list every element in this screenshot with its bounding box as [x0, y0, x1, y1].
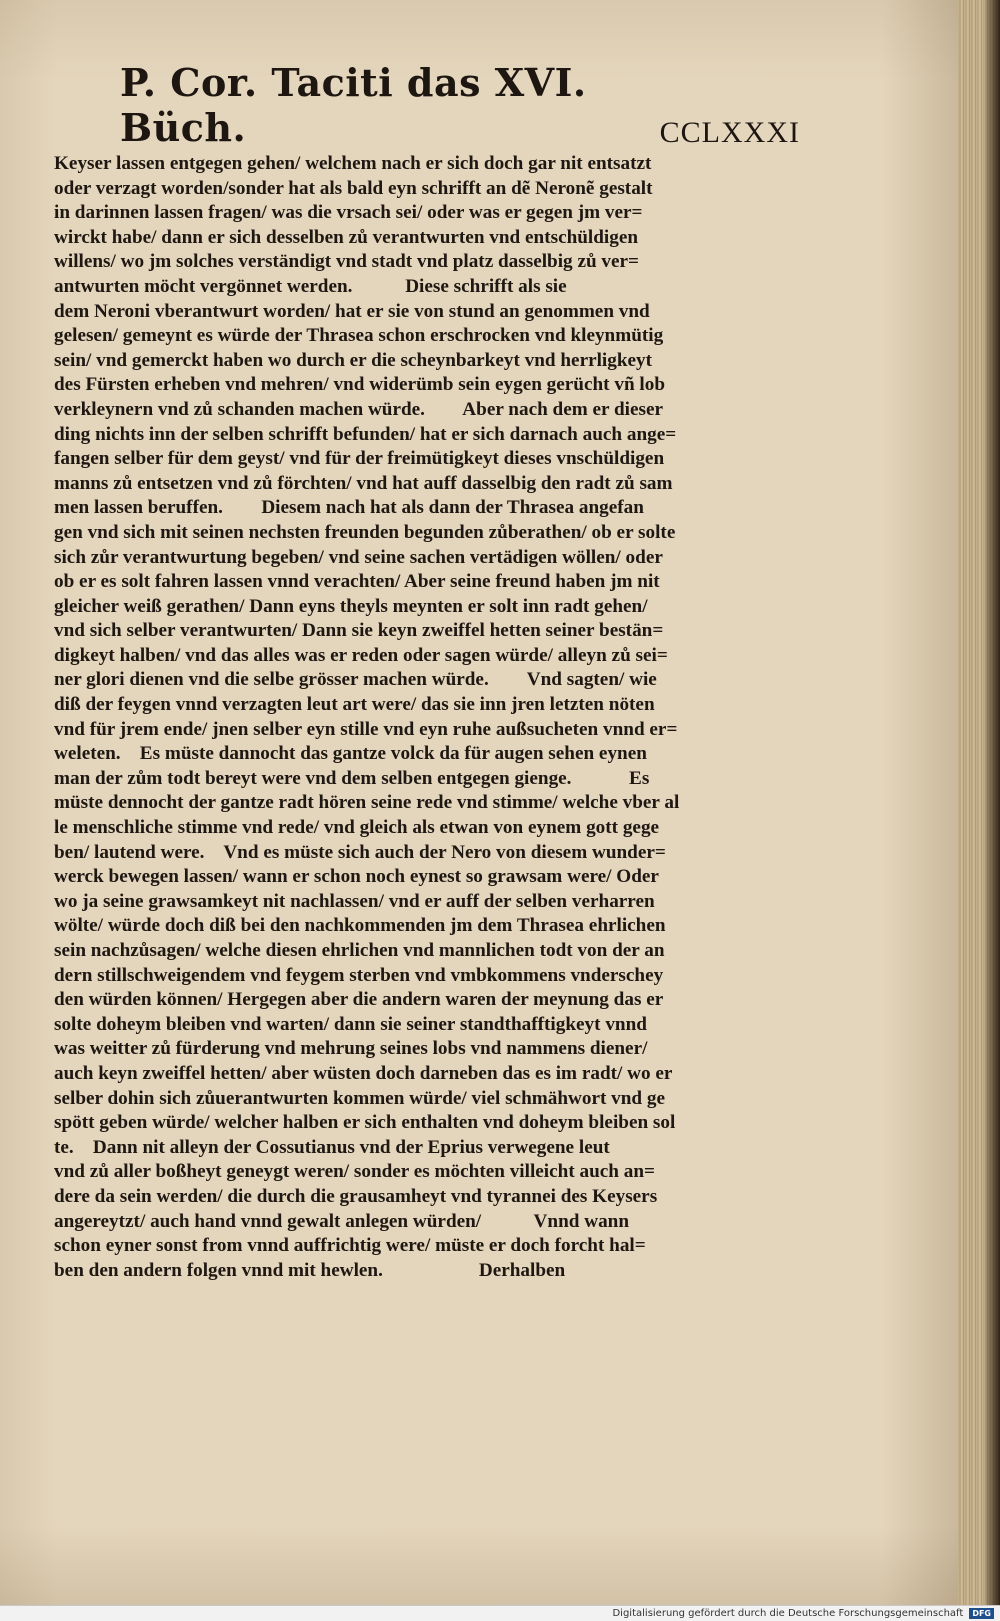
- text-line: auch keyn zweiffel hetten/ aber wüsten doch darneben das es im radt/ wo er: [54, 1062, 673, 1084]
- text-line: vnd sich selber verantwurten/ Dann sie keyn zweiffel hetten seiner bestän=: [54, 620, 664, 642]
- text-line: ob er es solt fahren lassen vnnd verachten/ Aber seine freund haben jm nit: [54, 571, 660, 593]
- text-line: ben den andern folgen vnnd mit hewlen. Derhalben: [54, 1259, 566, 1281]
- text-line: men lassen beruffen. Diesem nach hat als dann der Thrasea angefan: [54, 497, 644, 519]
- text-line: manns zů entsetzen vnd zů förchten/ vnd hat auff dasselbig den radt zů sam: [54, 472, 673, 494]
- text-line: weleten. Es müste dannocht das gantze volck da für augen sehen eynen: [54, 743, 647, 765]
- text-line: vnd zů aller boßheyt geneygt weren/ sonder es möchten villeicht auch an=: [54, 1161, 655, 1183]
- footer-bar: [0, 1605, 1000, 1621]
- text-line: Keyser lassen entgegen gehen/ welchem nach er sich doch gar nit entsatzt: [54, 153, 652, 174]
- running-head: [120, 60, 800, 150]
- text-line: ding nichts inn der selben schrifft befunden/ hat er sich darnach auch ange=: [54, 423, 677, 445]
- text-line: diß der feygen vnnd verzagten leut art were/ das sie inn jren letzten nöten: [54, 694, 655, 716]
- book-edge-shadow: [985, 0, 1000, 1605]
- text-line: sein nachzůsagen/ welche diesen ehrlichen vnd mannlichen todt von der an: [54, 940, 665, 961]
- text-line: sich zůr verantwurtung begeben/ vnd seine sachen vertädigen wöllen/ oder: [54, 546, 663, 568]
- body-text: [54, 152, 799, 1283]
- text-line: man der zům todt bereyt were vnd dem selben entgegen gienge. Es: [54, 767, 650, 789]
- text-line: solte doheym bleiben vnd warten/ dann sie seiner standthafftigkeyt vnnd: [54, 1013, 647, 1035]
- text-line: willens/ wo jm solches verständigt vnd stadt vnd platz dasselbig zů ver=: [54, 251, 639, 273]
- text-line: den würden können/ Hergegen aber die andern waren der meynung das er: [54, 989, 664, 1011]
- text-line: vnd für jrem ende/ jnen selber eyn stille vnd eyn ruhe außsucheten vnnd er=: [54, 718, 678, 740]
- text-line: müste dennocht der gantze radt hören seine rede vnd stimme/ welche vber al: [54, 792, 680, 814]
- text-line: schon eyner sonst from vnnd auffrichtig were/ müste er doch forcht hal=: [54, 1235, 646, 1257]
- text-line: te. Dann nit alleyn der Cossutianus vnd der Eprius verwegene leut: [54, 1136, 610, 1158]
- funding-note: Digitalisierung gefördert durch die Deutsche Forschungsgemeinschaft: [612, 1608, 964, 1619]
- text-line: dere da sein werden/ die durch die grausamheyt vnd tyrannei des Keysers: [54, 1185, 658, 1207]
- text-line: des Fürsten erheben vnd mehren/ vnd widerümb sein eygen gerücht vñ lob: [54, 374, 666, 396]
- dfg-logo-icon: DFG: [969, 1608, 994, 1619]
- running-title: P. Cor. Taciti das XVI. Büch.: [120, 60, 587, 150]
- text-line: verkleynern vnd zů schanden machen würde. Aber nach dem er dieser: [54, 398, 664, 420]
- text-line: was weitter zů fürderung vnd mehrung seines lobs vnd nammens diener/: [54, 1038, 648, 1060]
- text-line: gen vnd sich mit seinen nechsten freunden begunden zůberathen/ ob er solte: [54, 521, 676, 543]
- text-line: sein/ vnd gemerckt haben wo durch er die scheynbarkeyt vnd herrligkeyt: [54, 349, 653, 371]
- text-line: digkeyt halben/ vnd das alles was er reden oder sagen würde/ alleyn zů sei=: [54, 644, 668, 666]
- text-line: dern stillschweigendem vnd feygem sterben vnd vmbkommens vnderschey: [54, 964, 664, 986]
- text-line: selber dohin sich zůuerantwurten kommen würde/ viel schmähwort vnd ge: [54, 1087, 665, 1109]
- text-line: spött geben würde/ welcher halben er sich enthalten vnd doheym bleiben sol: [54, 1112, 676, 1134]
- folio-number: CCLXXXI: [659, 116, 800, 149]
- text-line: wirckt habe/ dann er sich desselben zů verantwurten vnd entschüldigen: [54, 226, 639, 248]
- text-line: werck bewegen lassen/ wann er schon noch eynest so grawsam were/ Oder: [54, 866, 659, 888]
- text-line: ben/ lautend were. Vnd es müste sich auch der Nero von diesem wunder=: [54, 841, 666, 863]
- text-line: in darinnen lassen fragen/ was die vrsach sei/ oder was er gegen jm ver=: [54, 202, 643, 224]
- text-line: wölte/ würde doch diß bei den nachkommenden jm dem Thrasea ehrlichen: [54, 915, 666, 937]
- text-line: dem Neroni vberantwurt worden/ hat er sie von stund an genommen vnd: [54, 300, 650, 322]
- text-line: antwurten möcht vergönnet werden. Diese schrifft als sie: [54, 275, 567, 297]
- text-line: ner glori dienen vnd die selbe grösser machen würde. Vnd sagten/ wie: [54, 669, 657, 691]
- text-line: fangen selber für dem geyst/ vnd für der freimütigkeyt dieses vnschüldigen: [54, 448, 665, 470]
- text-line: wo ja seine grawsamkeyt nit nachlassen/ vnd er auff der selben verharren: [54, 890, 655, 912]
- text-line: gelesen/ gemeynt es würde der Thrasea schon erschrocken vnd kleynmütig: [54, 325, 664, 347]
- text-line: le menschliche stimme vnd rede/ vnd gleich als etwan von eynem gott gege: [54, 817, 660, 839]
- text-line: angereytzt/ auch hand vnnd gewalt anlegen würden/ Vnnd wann: [54, 1210, 630, 1232]
- text-line: oder verzagt worden/sonder hat als bald eyn schrifft an dẽ Neronẽ gestalt: [54, 177, 653, 199]
- text-line: gleicher weiß gerathen/ Dann eyns theyls meynten er solt inn radt gehen/: [54, 595, 648, 617]
